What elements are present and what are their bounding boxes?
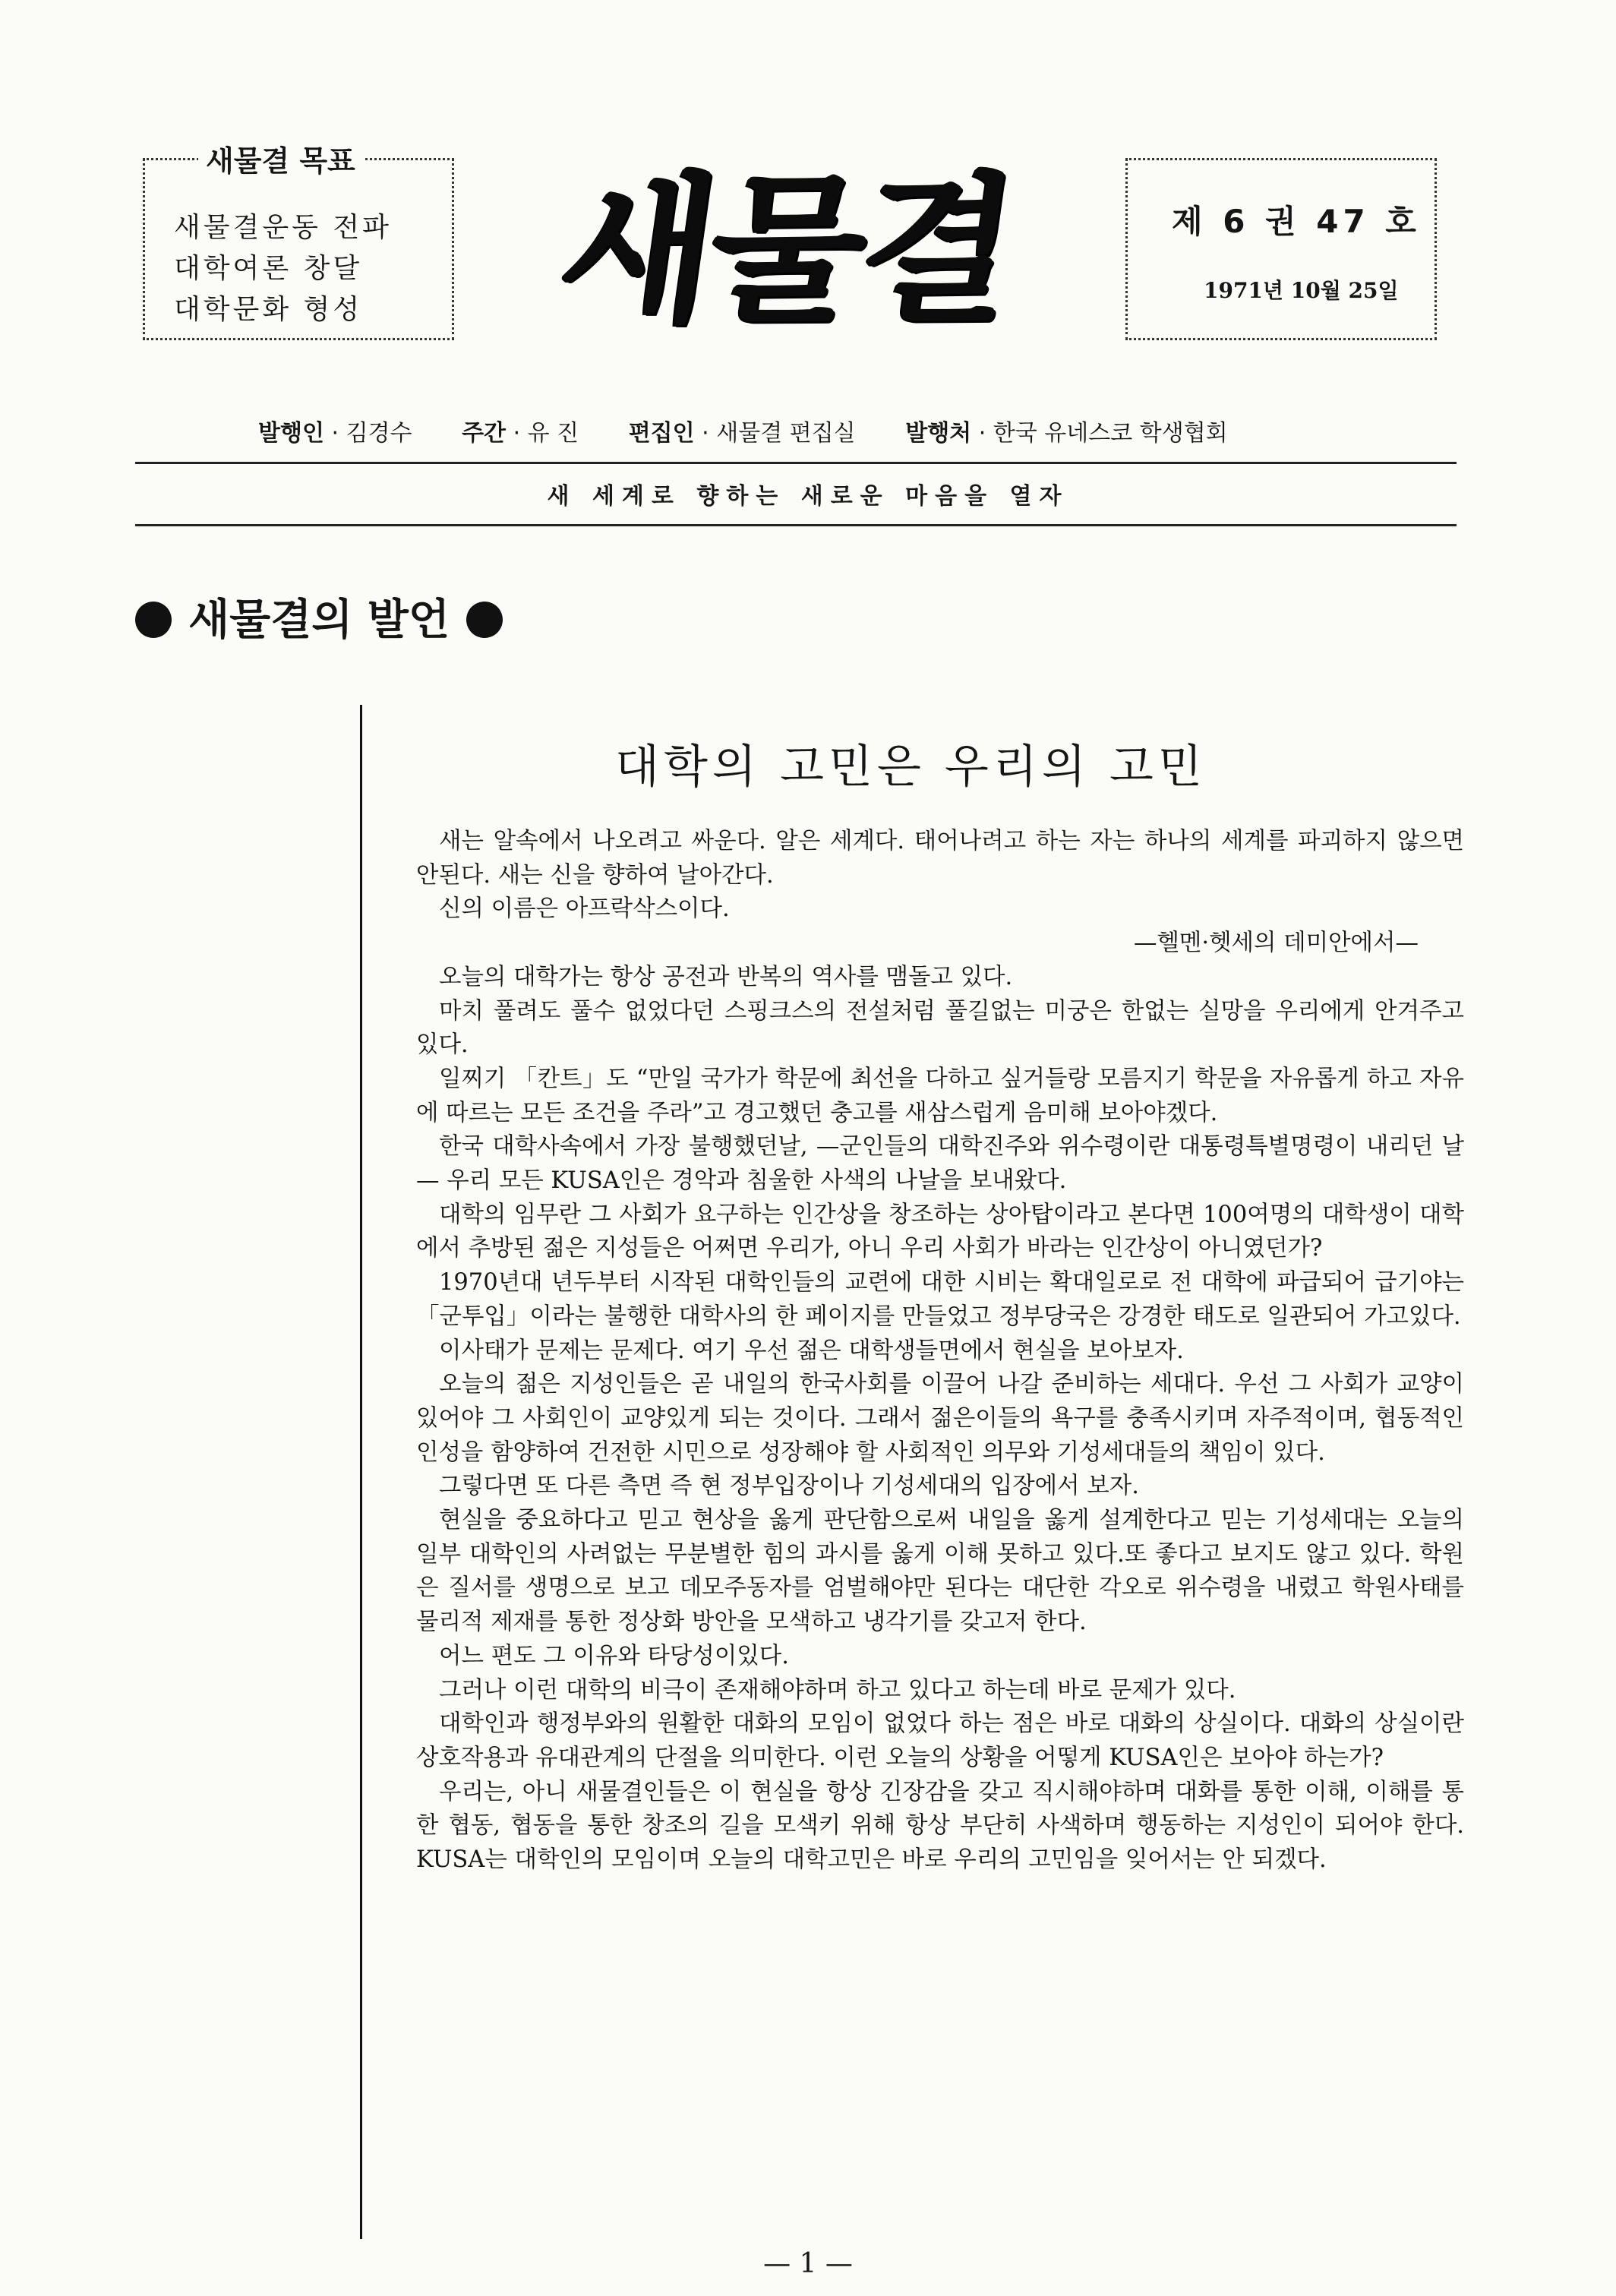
credit-role: 발행처 [905, 420, 972, 447]
issue-date: 1971년 10월 25일 [1204, 278, 1399, 303]
credit-name: 김경수 [346, 420, 412, 447]
goals-title: 새물결 목표 [198, 137, 363, 179]
section-title-text: 새물결의 발언 [188, 595, 450, 645]
credit-issuer: 발행처 · 한국 유네스코 학생협회 [905, 420, 1228, 447]
article-paragraph: 그렇다면 또 다른 측면 즉 현 정부입장이나 기성세대의 입장에서 보자. [439, 1473, 1139, 1500]
article-paragraph: 신의 이름은 아프락삭스이다. [439, 895, 730, 923]
bullet-icon [135, 602, 172, 638]
section-title [135, 586, 519, 647]
credit-name: 새물결 편집실 [716, 420, 856, 447]
credit-name: 유 진 [527, 420, 579, 447]
goal-line: 대학문화 형성 [174, 294, 363, 325]
article-title: 대학의 고민은 우리의 고민 [615, 741, 1207, 794]
article-paragraph: 새는 알속에서 나오려고 싸운다. 알은 세계다. 태어나려고 하는 자는 하나의 세계를 파괴하지 않으면 안된다. 새는 신을 향하여 날아간다. [416, 828, 1464, 889]
article-attribution: —헬멘·헷세의 데미안에서— [1133, 930, 1419, 957]
article-paragraph: 오늘의 대학가는 항상 공전과 반복의 역사를 맴돌고 있다. [439, 963, 1013, 990]
article-paragraph: 그러나 이런 대학의 비극이 존재해야하며 하고 있다고 하는데 바로 문제가 있다. [439, 1676, 1236, 1704]
issue-number: 제 6 권 47 호 [1172, 203, 1421, 240]
article-paragraph: 마치 풀려도 풀수 없었다던 스핑크스의 전설처럼 풀길없는 미궁은 한없는 실망을 우리에게 안겨주고 있다. [416, 997, 1464, 1059]
article-paragraph: 우리는, 아니 새물결인들은 이 현실을 항상 긴장감을 갖고 직시해야하며 대화를 통한 이해, 이해를 통한 협동, 협동을 통한 창조의 길을 모색키 위해 항상 부단히 사색하며 행동하는 지성인이 되어야 한다. KUSA는 대학인의 모임이며 오늘의 대학고민은 바로 우리의 고민임을 잊어서는 안 되겠다. [416, 1778, 1464, 1874]
article-paragraph: 이사태가 문제는 문제다. 여기 우선 젊은 대학생들면에서 현실을 보아보자. [439, 1337, 1184, 1364]
goals-box [143, 144, 454, 340]
goal-line: 대학여론 창달 [174, 253, 363, 284]
slogan: 새 세계로 향하는 새로운 마음을 열자 [547, 483, 1069, 510]
credit-publisher: 발행인 · 김경수 [258, 420, 412, 447]
credit-editor: 편집인 · 새물결 편집실 [628, 420, 856, 447]
newspaper-masthead: 새물결 [548, 157, 1024, 343]
article-paragraph: 오늘의 젊은 지성인들은 곧 내일의 한국사회를 이끌어 나갈 준비하는 세대다. 우선 그 사회가 교양이 있어야 그 사회인이 교양있게 되는 것이다. 그래서 젊은이들의 욕구를 충족시키며 자주적이며, 협동적인 인성을 함양하여 건전한 시민으로 성장해야 할 사회적인 의무와 기성세대들의 책임이 있다. [416, 1371, 1464, 1466]
issue-box [1125, 158, 1437, 340]
bullet-icon [466, 602, 503, 638]
credits-line [258, 414, 1397, 447]
goal-line: 새물결운동 전파 [174, 212, 392, 243]
article-paragraph: 대학인과 행정부와의 원활한 대화의 모임이 없었다 하는 점은 바로 대화의 상실이다. 대화의 상실이란 상호작용과 유대관계의 단절을 의미한다. 이런 오늘의 상황을 어떻게 KUSA인은 보아야 하는가? [416, 1710, 1464, 1771]
article-paragraph: 어느 편도 그 이유와 타당성이있다. [439, 1642, 789, 1669]
article-paragraph: 대학의 임무란 그 사회가 요구하는 인간상을 창조하는 상아탑이라고 본다면 100여명의 대학생이 대학에서 추방된 젊은 지성들은 어쩌면 우리가, 아니 우리 사회가 바라는 인간상이 아니였던가? [416, 1201, 1464, 1262]
page-number: — 1 — [763, 2248, 853, 2279]
article-paragraph: 한국 대학사속에서 가장 불행했던날, —군인들의 대학진주와 위수령이란 대통령특별명령이 내리던 날— 우리 모든 KUSA인은 경악과 침울한 사색의 나날을 보내왔다. [416, 1133, 1464, 1195]
credit-name: 한국 유네스코 학생협회 [993, 420, 1228, 447]
credit-editor-in-chief: 주간 · 유 진 [462, 420, 579, 447]
column-divider [360, 705, 362, 2239]
article-paragraph: 일찌기 「칸트」도 “만일 국가가 학문에 최선을 다하고 싶거들랑 모름지기 학문을 자유롭게 하고 자유에 따르는 모든 조건을 주라”고 경고했던 충고를 새삼스럽게 음미해 보아야겠다. [416, 1065, 1464, 1126]
credit-role: 주간 [462, 420, 507, 447]
article-paragraph: 1970년대 년두부터 시작된 대학인들의 교련에 대한 시비는 확대일로로 전 대학에 파급되어 급기야는 「군투입」이라는 불행한 대학사의 한 페이지를 만들었고 정부당국은 강경한 태도로 일관되어 가고있다. [416, 1269, 1464, 1330]
article-body [416, 825, 1464, 1878]
credit-role: 발행인 [258, 420, 324, 447]
article-paragraph: 현실을 중요하다고 믿고 현상을 옳게 판단함으로써 내일을 옳게 설계한다고 믿는 기성세대는 오늘의 일부 대학인의 사려없는 무분별한 힘의 과시를 옳게 이해 못하고 있다.또 좋다고 보지도 않고 있다. 학원은 질서를 생명으로 보고 데모주동자를 엄벌해야만 된다는 대단한 각오로 위수령을 내렸고 학원사태를 물리적 제재를 통한 정상화 방안을 모색하고 냉각기를 갖고저 한다. [416, 1507, 1464, 1636]
rule-top [135, 462, 1457, 464]
credit-role: 편집인 [628, 420, 695, 447]
rule-bottom [135, 524, 1457, 526]
